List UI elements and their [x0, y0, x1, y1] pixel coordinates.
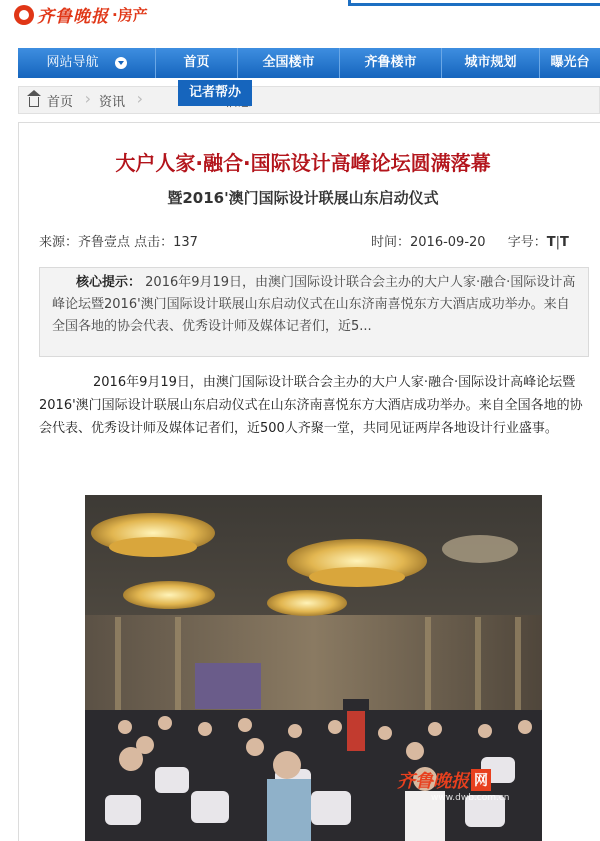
article-summary — [39, 267, 589, 357]
article — [18, 122, 600, 841]
home-icon — [29, 97, 39, 107]
site-logo[interactable] — [14, 2, 148, 27]
font-size-separator: | — [555, 235, 560, 250]
font-size-small-button[interactable]: T — [559, 235, 569, 250]
watermark-net: 网 — [471, 769, 491, 791]
font-size-label: 字号： — [507, 235, 547, 250]
logo-section: ·房产 — [112, 6, 148, 24]
chevron-down-icon — [115, 57, 127, 69]
photo-watermark — [397, 767, 491, 793]
watermark-text: 齐鲁晚报 — [397, 771, 469, 792]
main-nav — [18, 48, 600, 78]
article-body: 2016年9月19日，由澳门国际设计联合会主办的大户人家·融合·国际设计高峰论坛暨2016'澳门国际设计联展山东启动仪式在山东济南喜悦东方大酒店成功举办。来自全国各地的协会代表、优秀设计师及媒体记者们，近500人齐聚一堂，共同见证两岸各地设计行业盛事。 — [39, 375, 583, 436]
font-size-large-button[interactable]: T — [546, 235, 556, 250]
article-meta-right — [371, 231, 569, 250]
article-time: 时间：2016-09-20 — [371, 235, 486, 250]
watermark-url: www.dwb.com.cn — [431, 793, 510, 803]
article-title: 大户人家·融合·国际设计高峰论坛圆满落幕 — [115, 151, 491, 175]
nav-site-guide[interactable] — [18, 48, 156, 78]
nav-item-national[interactable]: 全国楼市 — [238, 48, 340, 78]
breadcrumb-section[interactable]: 资讯 › — [99, 91, 151, 110]
article-photo — [85, 495, 542, 841]
breadcrumb — [18, 86, 600, 114]
site-header — [0, 0, 600, 44]
summary-label: 核心提示： — [76, 275, 142, 290]
search-box-edge[interactable] — [348, 0, 600, 6]
article-source: 来源：齐鲁壹点 点击：137 — [39, 235, 198, 250]
nav-dropdown-item-reporter-help[interactable]: 记者帮办 — [178, 80, 252, 106]
summary-text: 2016年9月19日，由澳门国际设计联合会主办的大户人家·融合·国际设计高峰论坛暨2016'澳门国际设计联展山东启动仪式在山东济南喜悦东方大酒店成功举办。来自全国各地的协会代表、优秀设计师及媒体记者们，近5... — [52, 275, 576, 334]
nav-item-exposure[interactable]: 曝光台 — [550, 55, 590, 70]
nav-site-guide-label: 网站导航 — [46, 55, 99, 70]
breadcrumb-home[interactable]: 首页 › — [47, 91, 99, 110]
nav-item-home[interactable]: 首页 — [156, 48, 238, 78]
nav-item-qilu[interactable]: 齐鲁楼市 — [340, 48, 442, 78]
logo-text: 齐鲁晚报 — [37, 7, 109, 27]
logo-icon — [14, 5, 34, 25]
article-subtitle: 暨2016'澳门国际设计联展山东启动仪式 — [167, 189, 439, 207]
nav-item-planning[interactable]: 城市规划 — [442, 48, 540, 78]
